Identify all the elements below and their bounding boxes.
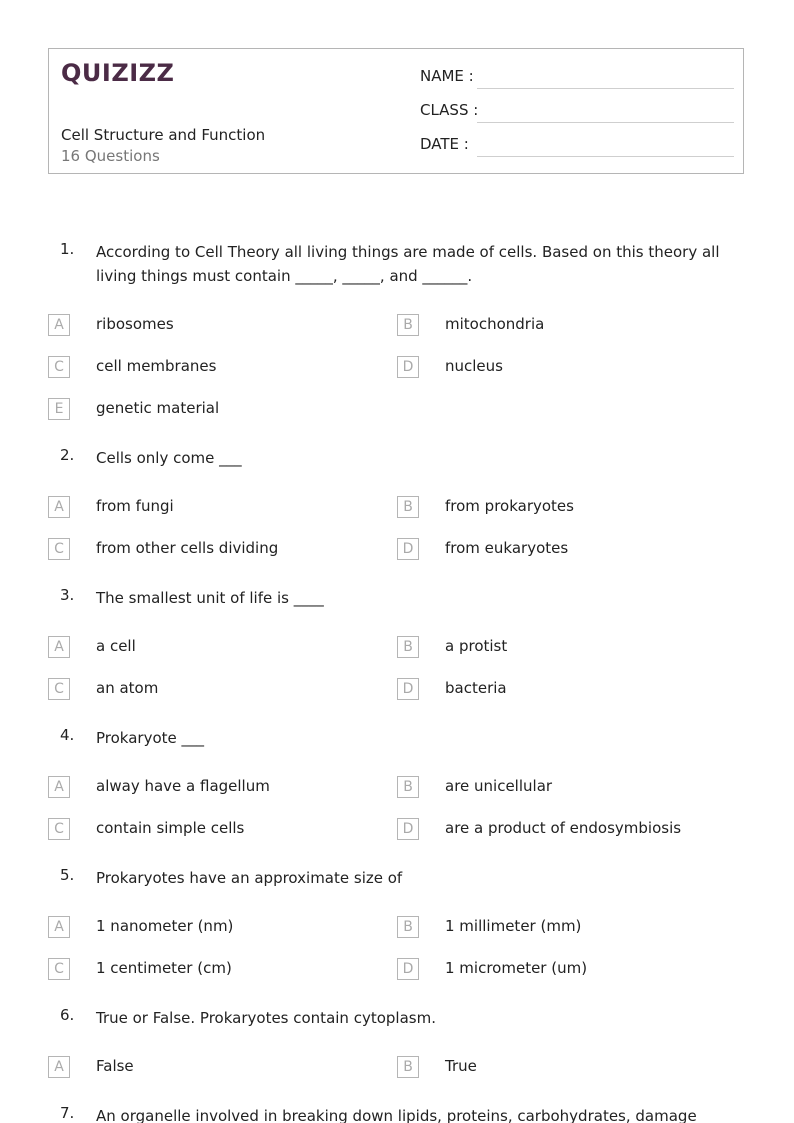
option-letter-box: D: [397, 818, 419, 840]
question-number: 7.: [60, 1104, 75, 1122]
worksheet-title: Cell Structure and Function: [61, 126, 266, 144]
question-number: 5.: [60, 866, 75, 884]
question-text: Cells only come ___: [96, 449, 242, 467]
date-field[interactable]: [420, 135, 734, 157]
option-letter-box: B: [397, 314, 419, 336]
worksheet-header: [48, 48, 744, 174]
name-line[interactable]: [477, 88, 734, 89]
option-letter-box: A: [48, 496, 70, 518]
option-letter-box: C: [48, 958, 70, 980]
option-text: a protist: [445, 637, 508, 655]
option-letter-box: A: [48, 916, 70, 938]
option-text: are a product of endosymbiosis: [445, 819, 682, 837]
option-text: alway have a flagellum: [96, 777, 270, 795]
option-letter-box: B: [397, 776, 419, 798]
option-letter-box: C: [48, 818, 70, 840]
option-text: a cell: [96, 637, 136, 655]
date-line[interactable]: [477, 156, 734, 157]
option-letter-box: C: [48, 538, 70, 560]
option-letter-box: B: [397, 1056, 419, 1078]
option-text: 1 millimeter (mm): [445, 917, 582, 935]
option-letter-box: A: [48, 314, 70, 336]
option-letter-box: D: [397, 678, 419, 700]
option-text: nucleus: [445, 357, 503, 375]
option-text: True: [445, 1057, 477, 1075]
option-text: are unicellular: [445, 777, 553, 795]
question-text: Prokaryote ___: [96, 729, 205, 747]
option-text: contain simple cells: [96, 819, 245, 837]
question-text: An organelle involved in breaking down lipids, proteins, carbohydrates, damage: [96, 1107, 697, 1123]
option-text: bacteria: [445, 679, 507, 697]
option-text: from fungi: [96, 497, 174, 515]
question-number: 4.: [60, 726, 75, 744]
question-number: 2.: [60, 446, 75, 464]
option-text: from other cells dividing: [96, 539, 279, 557]
option-letter-box: C: [48, 678, 70, 700]
option-letter-box: B: [397, 916, 419, 938]
name-label: NAME :: [420, 67, 474, 85]
option-text: False: [96, 1057, 134, 1075]
option-text: 1 nanometer (nm): [96, 917, 234, 935]
option-text: an atom: [96, 679, 159, 697]
option-text: cell membranes: [96, 357, 217, 375]
class-field[interactable]: [420, 101, 734, 123]
question-count: 16 Questions: [61, 147, 160, 165]
option-text: from eukaryotes: [445, 539, 569, 557]
class-label: CLASS :: [420, 101, 479, 119]
option-letter-box: D: [397, 538, 419, 560]
option-letter-box: E: [48, 398, 70, 420]
option-text: 1 centimeter (cm): [96, 959, 232, 977]
question-text: The smallest unit of life is ____: [96, 589, 324, 607]
date-label: DATE :: [420, 135, 469, 153]
option-text: mitochondria: [445, 315, 545, 333]
option-letter-box: A: [48, 776, 70, 798]
question-number: 3.: [60, 586, 75, 604]
class-line[interactable]: [477, 122, 734, 123]
question-number: 1.: [60, 240, 75, 258]
option-text: genetic material: [96, 399, 220, 417]
option-letter-box: A: [48, 636, 70, 658]
question-text: According to Cell Theory all living things are made of cells. Based on this theory all living things must contain _____, _____, and ______.: [96, 243, 720, 285]
option-letter-box: D: [397, 356, 419, 378]
option-text: from prokaryotes: [445, 497, 574, 515]
option-text: ribosomes: [96, 315, 174, 333]
quizizz-logo: QUIZIZZ: [61, 59, 175, 87]
name-field[interactable]: [420, 67, 734, 89]
option-letter-box: B: [397, 636, 419, 658]
option-letter-box: D: [397, 958, 419, 980]
question-number: 6.: [60, 1006, 75, 1024]
question-text: True or False. Prokaryotes contain cytoplasm.: [96, 1009, 436, 1027]
option-letter-box: B: [397, 496, 419, 518]
option-letter-box: A: [48, 1056, 70, 1078]
option-letter-box: C: [48, 356, 70, 378]
option-text: 1 micrometer (um): [445, 959, 588, 977]
question-text: Prokaryotes have an approximate size of: [96, 869, 403, 887]
